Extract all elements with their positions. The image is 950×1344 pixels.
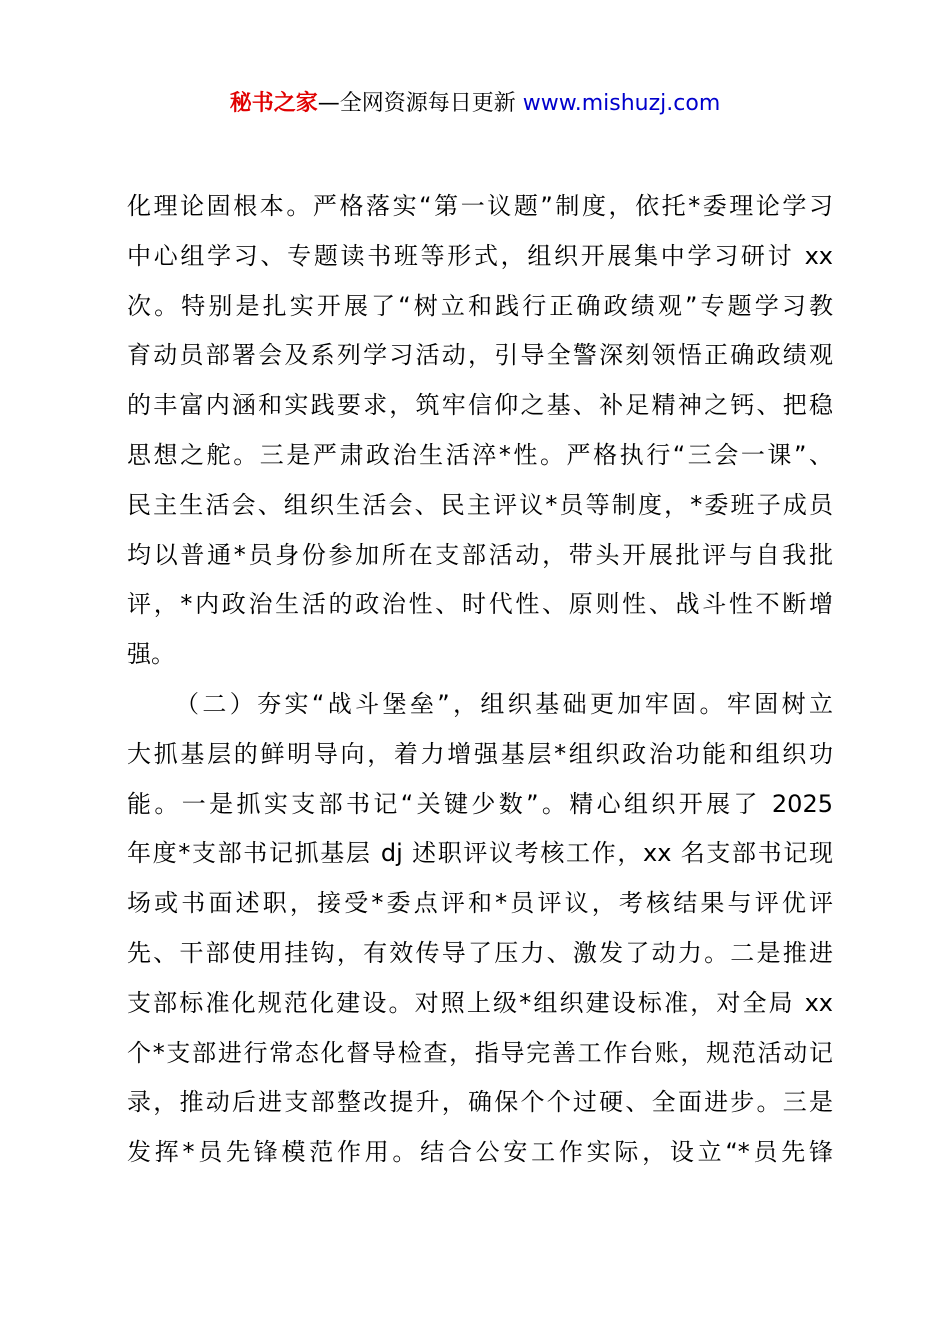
header-slogan: —全网资源每日更新 — [317, 91, 516, 116]
section-heading-line: （二）夯实“战斗堡垒”，组织基础更加牢固。牢固树立 — [175, 689, 833, 718]
text-line: 年度*支部书记抓基层 dj 述职评议考核工作，xx 名支部书记现 — [127, 839, 833, 868]
site-url-link[interactable]: www.mishuzj.com — [522, 91, 721, 116]
text-line: 次。特别是扎实开展了“树立和践行正确政绩观”专题学习教 — [127, 291, 833, 320]
text-line: 场或书面述职，接受*委点评和*员评议，考核结果与评优评 — [127, 889, 833, 918]
text-line: 个*支部进行常态化督导检查，指导完善工作台账，规范活动记 — [127, 1038, 833, 1067]
text-line: 评，*内政治生活的政治性、时代性、原则性、战斗性不断增 — [127, 590, 833, 619]
text-line: 思想之舵。三是严肃政治生活淬*性。严格执行“三会一课”、 — [127, 440, 833, 469]
text-line: 均以普通*员身份参加所在支部活动，带头开展批评与自我批 — [127, 540, 833, 569]
brand-name: 秘书之家 — [229, 91, 318, 116]
text-line: 的丰富内涵和实践要求，筑牢信仰之基、补足精神之钙、把稳 — [127, 391, 833, 420]
text-line: 民主生活会、组织生活会、民主评议*员等制度，*委班子成员 — [127, 490, 833, 519]
text-line: 化理论固根本。严格落实“第一议题”制度，依托*委理论学习 — [127, 192, 833, 220]
text-line: 大抓基层的鲜明导向，着力增强基层*组织政治功能和组织功 — [127, 739, 833, 768]
text-line: 中心组学习、专题读书班等形式，组织开展集中学习研讨 xx — [127, 241, 833, 270]
text-line: 录，推动后进支部整改提升，确保个个过硬、全面进步。三是 — [127, 1088, 833, 1117]
text-line: 先、干部使用挂钩，有效传导了压力、激发了动力。二是推进 — [127, 938, 833, 967]
document-body — [127, 182, 833, 1178]
text-line: 支部标准化规范化建设。对照上级*组织建设标准，对全局 xx — [127, 988, 833, 1017]
text-line: 能。一是抓实支部书记“关键少数”。精心组织开展了 2025 — [127, 789, 833, 818]
text-line: 发挥*员先锋模范作用。结合公安工作实际，设立“*员先锋 — [127, 1138, 833, 1167]
page-header — [0, 88, 950, 120]
paragraph-end-line: 强。 — [127, 640, 175, 669]
text-line: 育动员部署会及系列学习活动，引导全警深刻领悟正确政绩观 — [127, 341, 833, 370]
